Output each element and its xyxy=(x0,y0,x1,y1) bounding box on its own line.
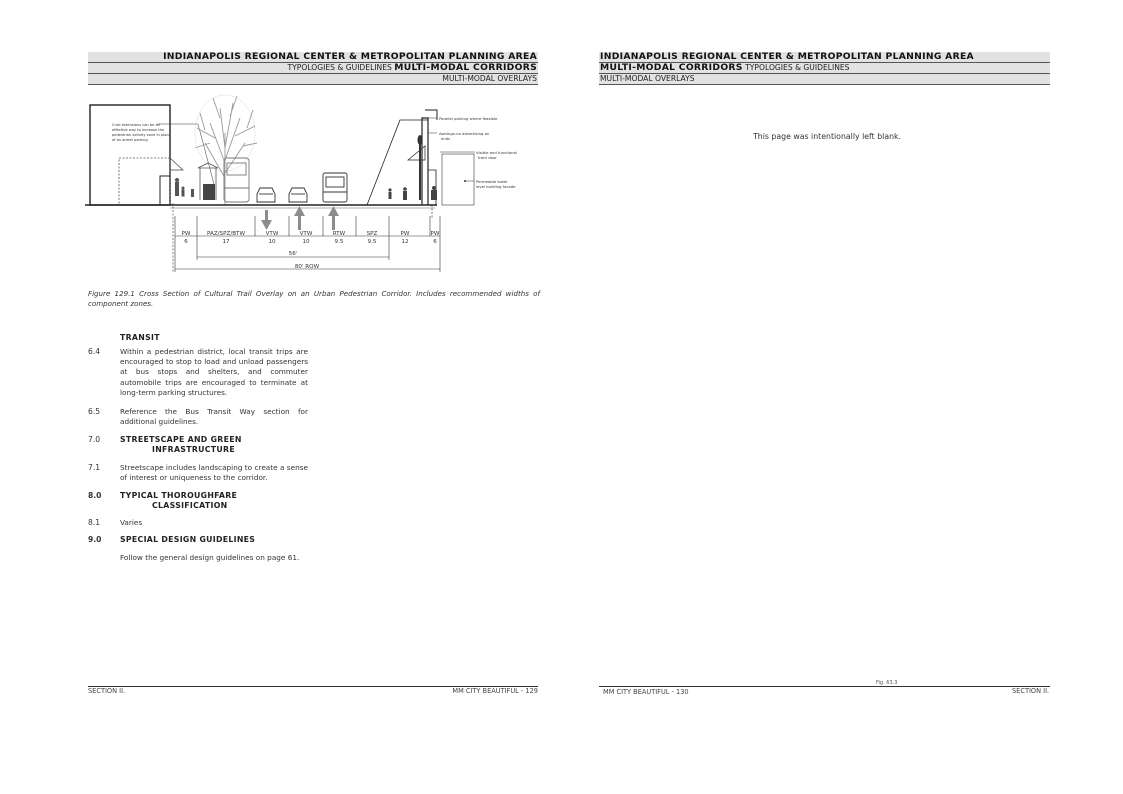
pedestrians-left xyxy=(175,178,194,197)
zone-width: 10 xyxy=(268,239,276,245)
section-num: 7.0 xyxy=(88,435,101,444)
section-heading-line2: CLASSIFICATION xyxy=(152,501,228,510)
right-page xyxy=(562,0,1123,794)
section-num: 6.4 xyxy=(88,347,101,356)
header-section-band xyxy=(599,74,1050,85)
header-subtitle-bold: MULTI-MODAL CORRIDORS xyxy=(394,62,537,73)
zone-label: PW xyxy=(430,231,440,237)
svg-text:Parallel parking where feasibl: Parallel parking where feasible xyxy=(439,116,498,121)
footer-right: SECTION II. xyxy=(1012,687,1050,695)
car-1 xyxy=(257,188,275,202)
footer-right: MM CITY BEAUTIFUL - 129 xyxy=(452,687,538,695)
pedestrians-right xyxy=(388,186,437,200)
zone-width: 10 xyxy=(302,239,310,245)
section-text: Follow the general design guidelines on page 61. xyxy=(120,553,300,562)
header-section: MULTI-MODAL OVERLAYS xyxy=(442,74,537,83)
section-heading: SPECIAL DESIGN GUIDELINES xyxy=(120,535,256,544)
svg-text:Permeable lower: Permeable lower xyxy=(476,179,508,184)
right-annotations xyxy=(425,116,517,189)
header-title: INDIANAPOLIS REGIONAL CENTER & METROPOLITAN PLANNING AREA xyxy=(600,51,974,62)
section-num: 8.1 xyxy=(88,518,101,527)
figure-caption: Figure 129.1 Cross Section of Cultural Trail Overlay on an Urban Pedestrian Corridor. Includes recommended widths of component zones. xyxy=(88,289,540,308)
section-text: Within a pedestrian district, local transit trips are encouraged to stop to load and unload passengers at bus stops and shelters, and commuter automobile trips are encouraged to terminate at long-term parking structures. xyxy=(120,347,308,397)
zone-width: 17 xyxy=(222,239,230,245)
header-subtitle xyxy=(287,62,537,73)
footer-rule xyxy=(599,686,1050,687)
blank-page-notice: This page was intentionally left blank. xyxy=(753,132,902,141)
zone-label: PAZ/SPZ/BTW xyxy=(207,231,245,237)
zone-label: PW xyxy=(181,231,191,237)
section-text: Streetscape includes landscaping to create a sense of interest or uniqueness to the corridor. xyxy=(120,463,308,483)
bus-shelter xyxy=(198,163,218,200)
header-subtitle-bold: MULTI-MODAL CORRIDORS xyxy=(600,62,743,73)
zone-label: VTW xyxy=(265,231,279,237)
dimension-row: 80' ROW xyxy=(294,264,320,270)
left-page xyxy=(0,0,561,794)
zone-width: 9.5 xyxy=(334,239,344,245)
svg-text:of on-street parking: of on-street parking xyxy=(112,138,148,142)
section-num: 7.1 xyxy=(88,463,101,472)
header-subtitle-prefix: TYPOLOGIES & GUIDELINES xyxy=(287,63,395,72)
header-section-band xyxy=(88,74,538,85)
svg-text:effective way to increase the: effective way to increase the xyxy=(112,128,165,132)
zone-label: PW xyxy=(400,231,410,237)
zone-label: SPZ xyxy=(366,231,378,237)
bus xyxy=(323,173,347,202)
footer-left: SECTION II. xyxy=(88,687,126,695)
header-subtitle-suffix: TYPOLOGIES & GUIDELINES xyxy=(742,63,850,72)
svg-text:pedestrian activity zone in pl: pedestrian activity zone in place xyxy=(112,133,171,137)
section-heading: TYPICAL THOROUGHFARE xyxy=(120,491,238,500)
header-subtitle xyxy=(600,62,850,73)
header-subtitle-band xyxy=(599,63,1050,74)
section-heading-line2: INFRASTRUCTURE xyxy=(152,445,235,454)
section-heading-transit: TRANSIT xyxy=(120,333,160,342)
curb-annotation xyxy=(112,123,215,188)
header-section: MULTI-MODAL OVERLAYS xyxy=(600,74,695,83)
svg-text:front door: front door xyxy=(478,155,497,160)
section-num: 8.0 xyxy=(88,491,102,500)
zone-width: 12 xyxy=(401,239,409,245)
svg-text:Curb extensions can be an: Curb extensions can be an xyxy=(112,123,160,127)
section-text: Reference the Bus Transit Way section for additional guidelines. xyxy=(120,407,308,427)
header-title: INDIANAPOLIS REGIONAL CENTER & METROPOLITAN PLANNING AREA xyxy=(163,51,537,62)
section-num: 6.5 xyxy=(88,407,101,416)
figure-reference: Fig. 63.3 xyxy=(876,680,898,686)
section-heading: STREETSCAPE AND GREEN xyxy=(120,435,242,444)
car-2 xyxy=(289,188,307,202)
zone-label: RTW xyxy=(332,231,346,237)
zone-width: 9.5 xyxy=(367,239,377,245)
streetcar xyxy=(224,158,249,202)
left-building xyxy=(90,105,183,205)
header-subtitle-band xyxy=(88,63,538,74)
section-num: 9.0 xyxy=(88,535,102,544)
svg-text:ends: ends xyxy=(441,136,451,141)
zone-width: 6 xyxy=(184,239,188,245)
zone-dimension-table xyxy=(165,210,445,280)
zone-width: 6 xyxy=(433,239,437,245)
footer-left: MM CITY BEAUTIFUL - 130 xyxy=(603,688,689,696)
svg-text:Visible and functional: Visible and functional xyxy=(476,150,517,155)
zone-label: VTW xyxy=(299,231,313,237)
svg-text:Awnings-no advertising on: Awnings-no advertising on xyxy=(439,131,490,136)
section-text: Varies xyxy=(120,518,143,527)
svg-text:level building facade: level building facade xyxy=(476,184,516,189)
dimension-inner: 56' xyxy=(288,251,298,257)
